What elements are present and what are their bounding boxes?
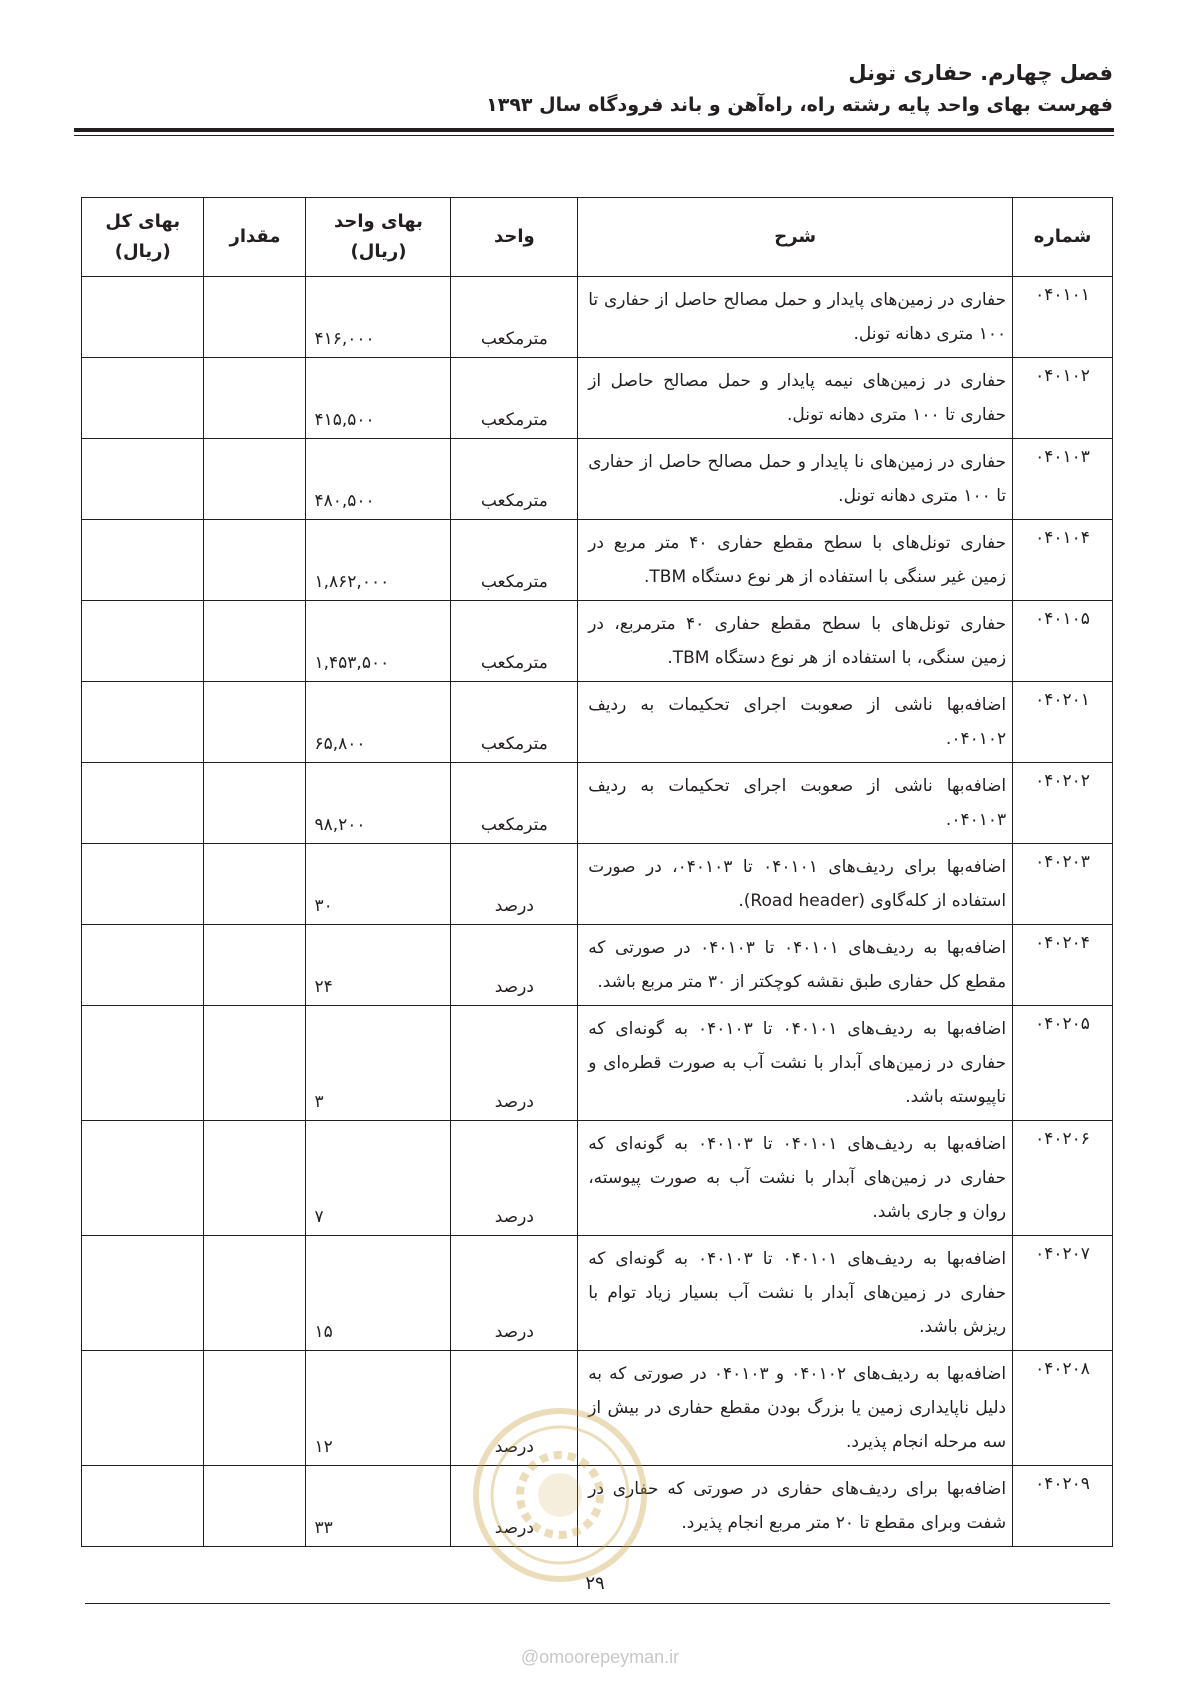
header-description: شرح	[578, 198, 1013, 277]
row-total	[82, 682, 204, 763]
row-unit: مترمکعب	[451, 601, 578, 682]
header-number: شماره	[1013, 198, 1113, 277]
row-number: ۰۴۰۲۰۱	[1013, 682, 1113, 763]
table-row	[82, 358, 1113, 439]
header-unit-price-currency: (ریال)	[350, 241, 407, 262]
row-number: ۰۴۰۱۰۱	[1013, 277, 1113, 358]
row-unit: مترمکعب	[451, 439, 578, 520]
table-row	[82, 1121, 1113, 1236]
row-unit-price: ۱,۴۵۳,۵۰۰	[306, 601, 451, 682]
row-unit: درصد	[451, 1006, 578, 1121]
row-description: حفاری تونل‌های با سطح مقطع حفاری ۴۰ مترمربع، در زمین سنگی، با استفاده از هر نوع دستگاه TBM.	[578, 601, 1013, 682]
table-row	[82, 439, 1113, 520]
row-quantity	[204, 1351, 306, 1466]
row-description: حفاری در زمین‌های نا پایدار و حمل مصالح حاصل از حفاری تا ۱۰۰ متری دهانه تونل.	[578, 439, 1013, 520]
row-total	[82, 1351, 204, 1466]
row-quantity	[204, 1121, 306, 1236]
row-quantity	[204, 439, 306, 520]
row-number: ۰۴۰۲۰۲	[1013, 763, 1113, 844]
document-subtitle: فهرست بهای واحد پایه رشته راه، راه‌آهن و باند فرودگاه سال ۱۳۹۳	[486, 94, 1113, 116]
row-unit-price: ۷	[306, 1121, 451, 1236]
row-description: اضافه‌بها به ردیف‌های ۰۴۰۱۰۱ تا ۰۴۰۱۰۳ به گونه‌ای که حفاری در زمین‌های آبدار با نشت آب به صورت پیوسته، روان و جاری باشد.	[578, 1121, 1013, 1236]
row-description: اضافه‌بها به ردیف‌های ۰۴۰۱۰۱ تا ۰۴۰۱۰۳ به گونه‌ای که حفاری در زمین‌های آبدار با نشت آب به صورت قطره‌ای و ناپیوسته باشد.	[578, 1006, 1013, 1121]
table-row	[82, 277, 1113, 358]
row-total	[82, 1121, 204, 1236]
row-quantity	[204, 682, 306, 763]
row-unit-price: ۲۴	[306, 925, 451, 1006]
row-number: ۰۴۰۱۰۵	[1013, 601, 1113, 682]
row-unit: درصد	[451, 1351, 578, 1466]
row-description: حفاری تونل‌های با سطح مقطع حفاری ۴۰ متر مربع در زمین غیر سنگی با استفاده از هر نوع دستگاه TBM.	[578, 520, 1013, 601]
table-row	[82, 763, 1113, 844]
row-quantity	[204, 277, 306, 358]
row-total	[82, 844, 204, 925]
header-total-label: بهای کل	[105, 211, 181, 232]
row-unit: مترمکعب	[451, 682, 578, 763]
row-description: اضافه‌بها به ردیف‌های ۰۴۰۱۰۲ و ۰۴۰۱۰۳ در صورتی که به دلیل ناپایداری زمین یا بزرگ بودن مقطع حفاری در بیش از سه مرحله انجام پذیرد.	[578, 1351, 1013, 1466]
row-number: ۰۴۰۲۰۳	[1013, 844, 1113, 925]
row-total	[82, 277, 204, 358]
table-row	[82, 1236, 1113, 1351]
row-quantity	[204, 1236, 306, 1351]
row-description: اضافه‌بها ناشی از صعوبت اجرای تحکیمات به ردیف ۰۴۰۱۰۳.	[578, 763, 1013, 844]
row-unit-price: ۱۲	[306, 1351, 451, 1466]
table-row	[82, 520, 1113, 601]
watermark-seal	[470, 1405, 650, 1585]
row-quantity	[204, 844, 306, 925]
table-row	[82, 925, 1113, 1006]
header-unit-price-label: بهای واحد	[334, 211, 423, 232]
row-total	[82, 601, 204, 682]
row-total	[82, 1466, 204, 1547]
header-unit-price	[306, 198, 451, 277]
row-unit-price: ۳۳	[306, 1466, 451, 1547]
row-unit-price: ۴۱۶,۰۰۰	[306, 277, 451, 358]
row-description: حفاری در زمین‌های نیمه پایدار و حمل مصالح حاصل از حفاری تا ۱۰۰ متری دهانه تونل.	[578, 358, 1013, 439]
header-rule-thick	[74, 128, 1114, 132]
row-unit: درصد	[451, 1236, 578, 1351]
row-description: اضافه‌بها برای ردیف‌های حفاری در صورتی که حفاری در شفت وبرای مقطع تا ۲۰ متر مربع انجام پذیرد.	[578, 1466, 1013, 1547]
row-number: ۰۴۰۲۰۹	[1013, 1466, 1113, 1547]
row-number: ۰۴۰۲۰۸	[1013, 1351, 1113, 1466]
row-unit: درصد	[451, 925, 578, 1006]
header-quantity: مقدار	[204, 198, 306, 277]
row-unit: مترمکعب	[451, 358, 578, 439]
page-number: ۲۹	[585, 1573, 605, 1594]
row-description: اضافه‌بها به ردیف‌های ۰۴۰۱۰۱ تا ۰۴۰۱۰۳ به گونه‌ای که حفاری در زمین‌های آبدار با نشت آب بسیار زیاد توام با ریزش باشد.	[578, 1236, 1013, 1351]
header-rule-thin	[74, 135, 1114, 136]
row-unit: مترمکعب	[451, 277, 578, 358]
row-total	[82, 439, 204, 520]
website-watermark: @omoorepeyman.ir	[520, 1647, 680, 1667]
row-quantity	[204, 358, 306, 439]
row-number: ۰۴۰۲۰۵	[1013, 1006, 1113, 1121]
row-unit-price: ۴۸۰,۵۰۰	[306, 439, 451, 520]
row-unit-price: ۴۱۵,۵۰۰	[306, 358, 451, 439]
row-unit-price: ۱۵	[306, 1236, 451, 1351]
row-number: ۰۴۰۱۰۲	[1013, 358, 1113, 439]
row-description: حفاری در زمین‌های پایدار و حمل مصالح حاصل از حفاری تا ۱۰۰ متری دهانه تونل.	[578, 277, 1013, 358]
table-row	[82, 1006, 1113, 1121]
row-number: ۰۴۰۲۰۷	[1013, 1236, 1113, 1351]
row-quantity	[204, 1466, 306, 1547]
table-row	[82, 682, 1113, 763]
row-unit-price: ۶۵,۸۰۰	[306, 682, 451, 763]
row-number: ۰۴۰۱۰۳	[1013, 439, 1113, 520]
footer-rule	[85, 1603, 1110, 1604]
table-header-row	[82, 198, 1113, 277]
row-unit-price: ۳۰	[306, 844, 451, 925]
row-unit: درصد	[451, 844, 578, 925]
row-quantity	[204, 925, 306, 1006]
header-total-currency: (ریال)	[114, 241, 171, 262]
row-unit-price: ۳	[306, 1006, 451, 1121]
row-unit: مترمکعب	[451, 520, 578, 601]
row-total	[82, 520, 204, 601]
row-quantity	[204, 520, 306, 601]
page-header	[78, 58, 1113, 120]
row-description: اضافه‌بها برای ردیف‌های ۰۴۰۱۰۱ تا ۰۴۰۱۰۳، در صورت استفاده از کله‌گاوی (Road header).	[578, 844, 1013, 925]
row-description: اضافه‌بها ناشی از صعوبت اجرای تحکیمات به ردیف ۰۴۰۱۰۲.	[578, 682, 1013, 763]
table-row	[82, 601, 1113, 682]
row-number: ۰۴۰۲۰۴	[1013, 925, 1113, 1006]
row-number: ۰۴۰۱۰۴	[1013, 520, 1113, 601]
row-unit: درصد	[451, 1466, 578, 1547]
row-total	[82, 1006, 204, 1121]
row-total	[82, 925, 204, 1006]
row-description: اضافه‌بها به ردیف‌های ۰۴۰۱۰۱ تا ۰۴۰۱۰۳ در صورتی که مقطع کل حفاری طبق نقشه کوچکتر از ۳۰ متر مربع باشد.	[578, 925, 1013, 1006]
table-row	[82, 844, 1113, 925]
row-quantity	[204, 1006, 306, 1121]
row-total	[82, 1236, 204, 1351]
header-total	[82, 198, 204, 277]
row-unit-price: ۱,۸۶۲,۰۰۰	[306, 520, 451, 601]
row-total	[82, 358, 204, 439]
chapter-title: فصل چهارم. حفاری تونل	[848, 61, 1113, 85]
row-quantity	[204, 763, 306, 844]
row-unit: درصد	[451, 1121, 578, 1236]
table-body	[82, 277, 1113, 1547]
row-total	[82, 763, 204, 844]
row-unit: مترمکعب	[451, 763, 578, 844]
row-number: ۰۴۰۲۰۶	[1013, 1121, 1113, 1236]
row-quantity	[204, 601, 306, 682]
price-table	[81, 197, 1113, 1547]
header-unit: واحد	[451, 198, 578, 277]
row-unit-price: ۹۸,۲۰۰	[306, 763, 451, 844]
